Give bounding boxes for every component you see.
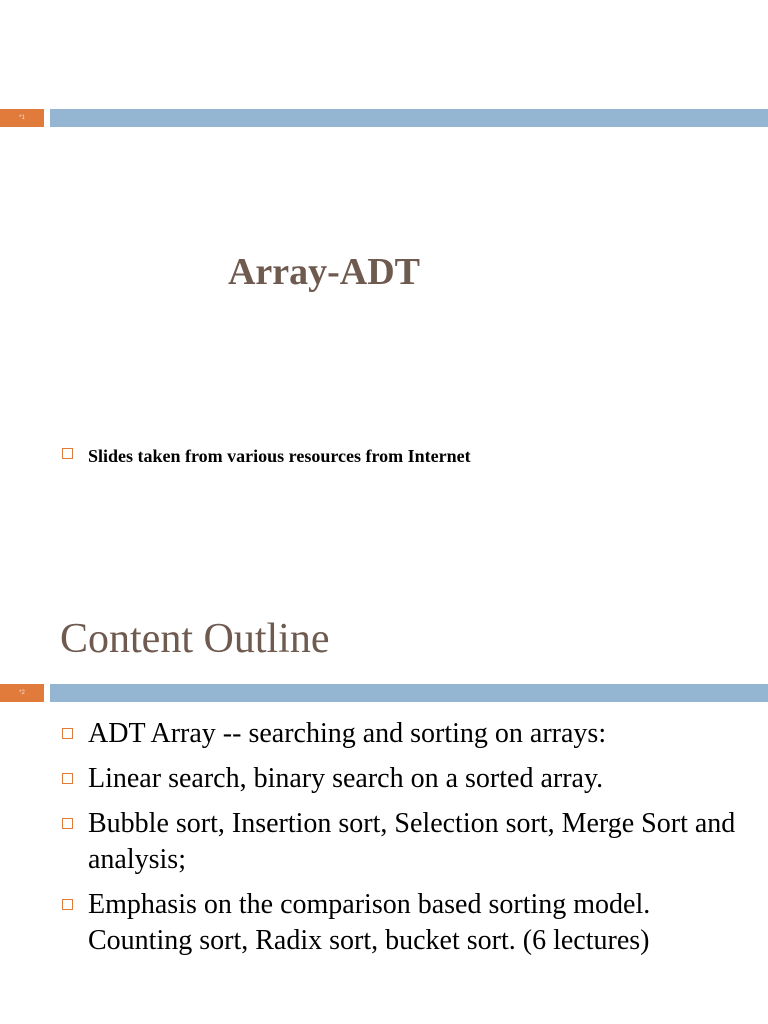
bullet-text: Slides taken from various resources from Internet [88,446,471,466]
bullet-list [62,444,742,468]
bullet-item [62,444,742,468]
bullet-text: ADT Array -- searching and sorting on arrays: [88,718,607,749]
slide-2 [0,576,768,1024]
bullet-item [62,716,752,752]
bullet-item [62,761,752,797]
slide-title: Content Outline [60,616,330,662]
bullet-text: Linear search, binary search on a sorted array. [88,763,604,794]
header-accent-bar [50,684,768,702]
square-bullet-icon [62,899,73,910]
slide-header-bar [0,109,768,127]
slide-number-badge: *1 [0,109,44,127]
bullet-text: Bubble sort, Insertion sort, Selection sort, Merge Sort and analysis; [88,808,736,875]
slide-number-badge: *2 [0,684,44,702]
header-accent-bar [50,109,768,127]
square-bullet-icon [62,818,73,829]
slide-title: Array-ADT [227,251,421,293]
bullet-item [62,806,752,878]
square-bullet-icon [62,728,73,739]
bullet-item [62,887,752,959]
bullet-list [62,716,752,968]
square-bullet-icon [62,448,73,459]
slide-header-bar [0,684,768,702]
bullet-text: Emphasis on the comparison based sorting model. Counting sort, Radix sort, bucket sort. (6 lectures) [88,889,651,956]
square-bullet-icon [62,773,73,784]
